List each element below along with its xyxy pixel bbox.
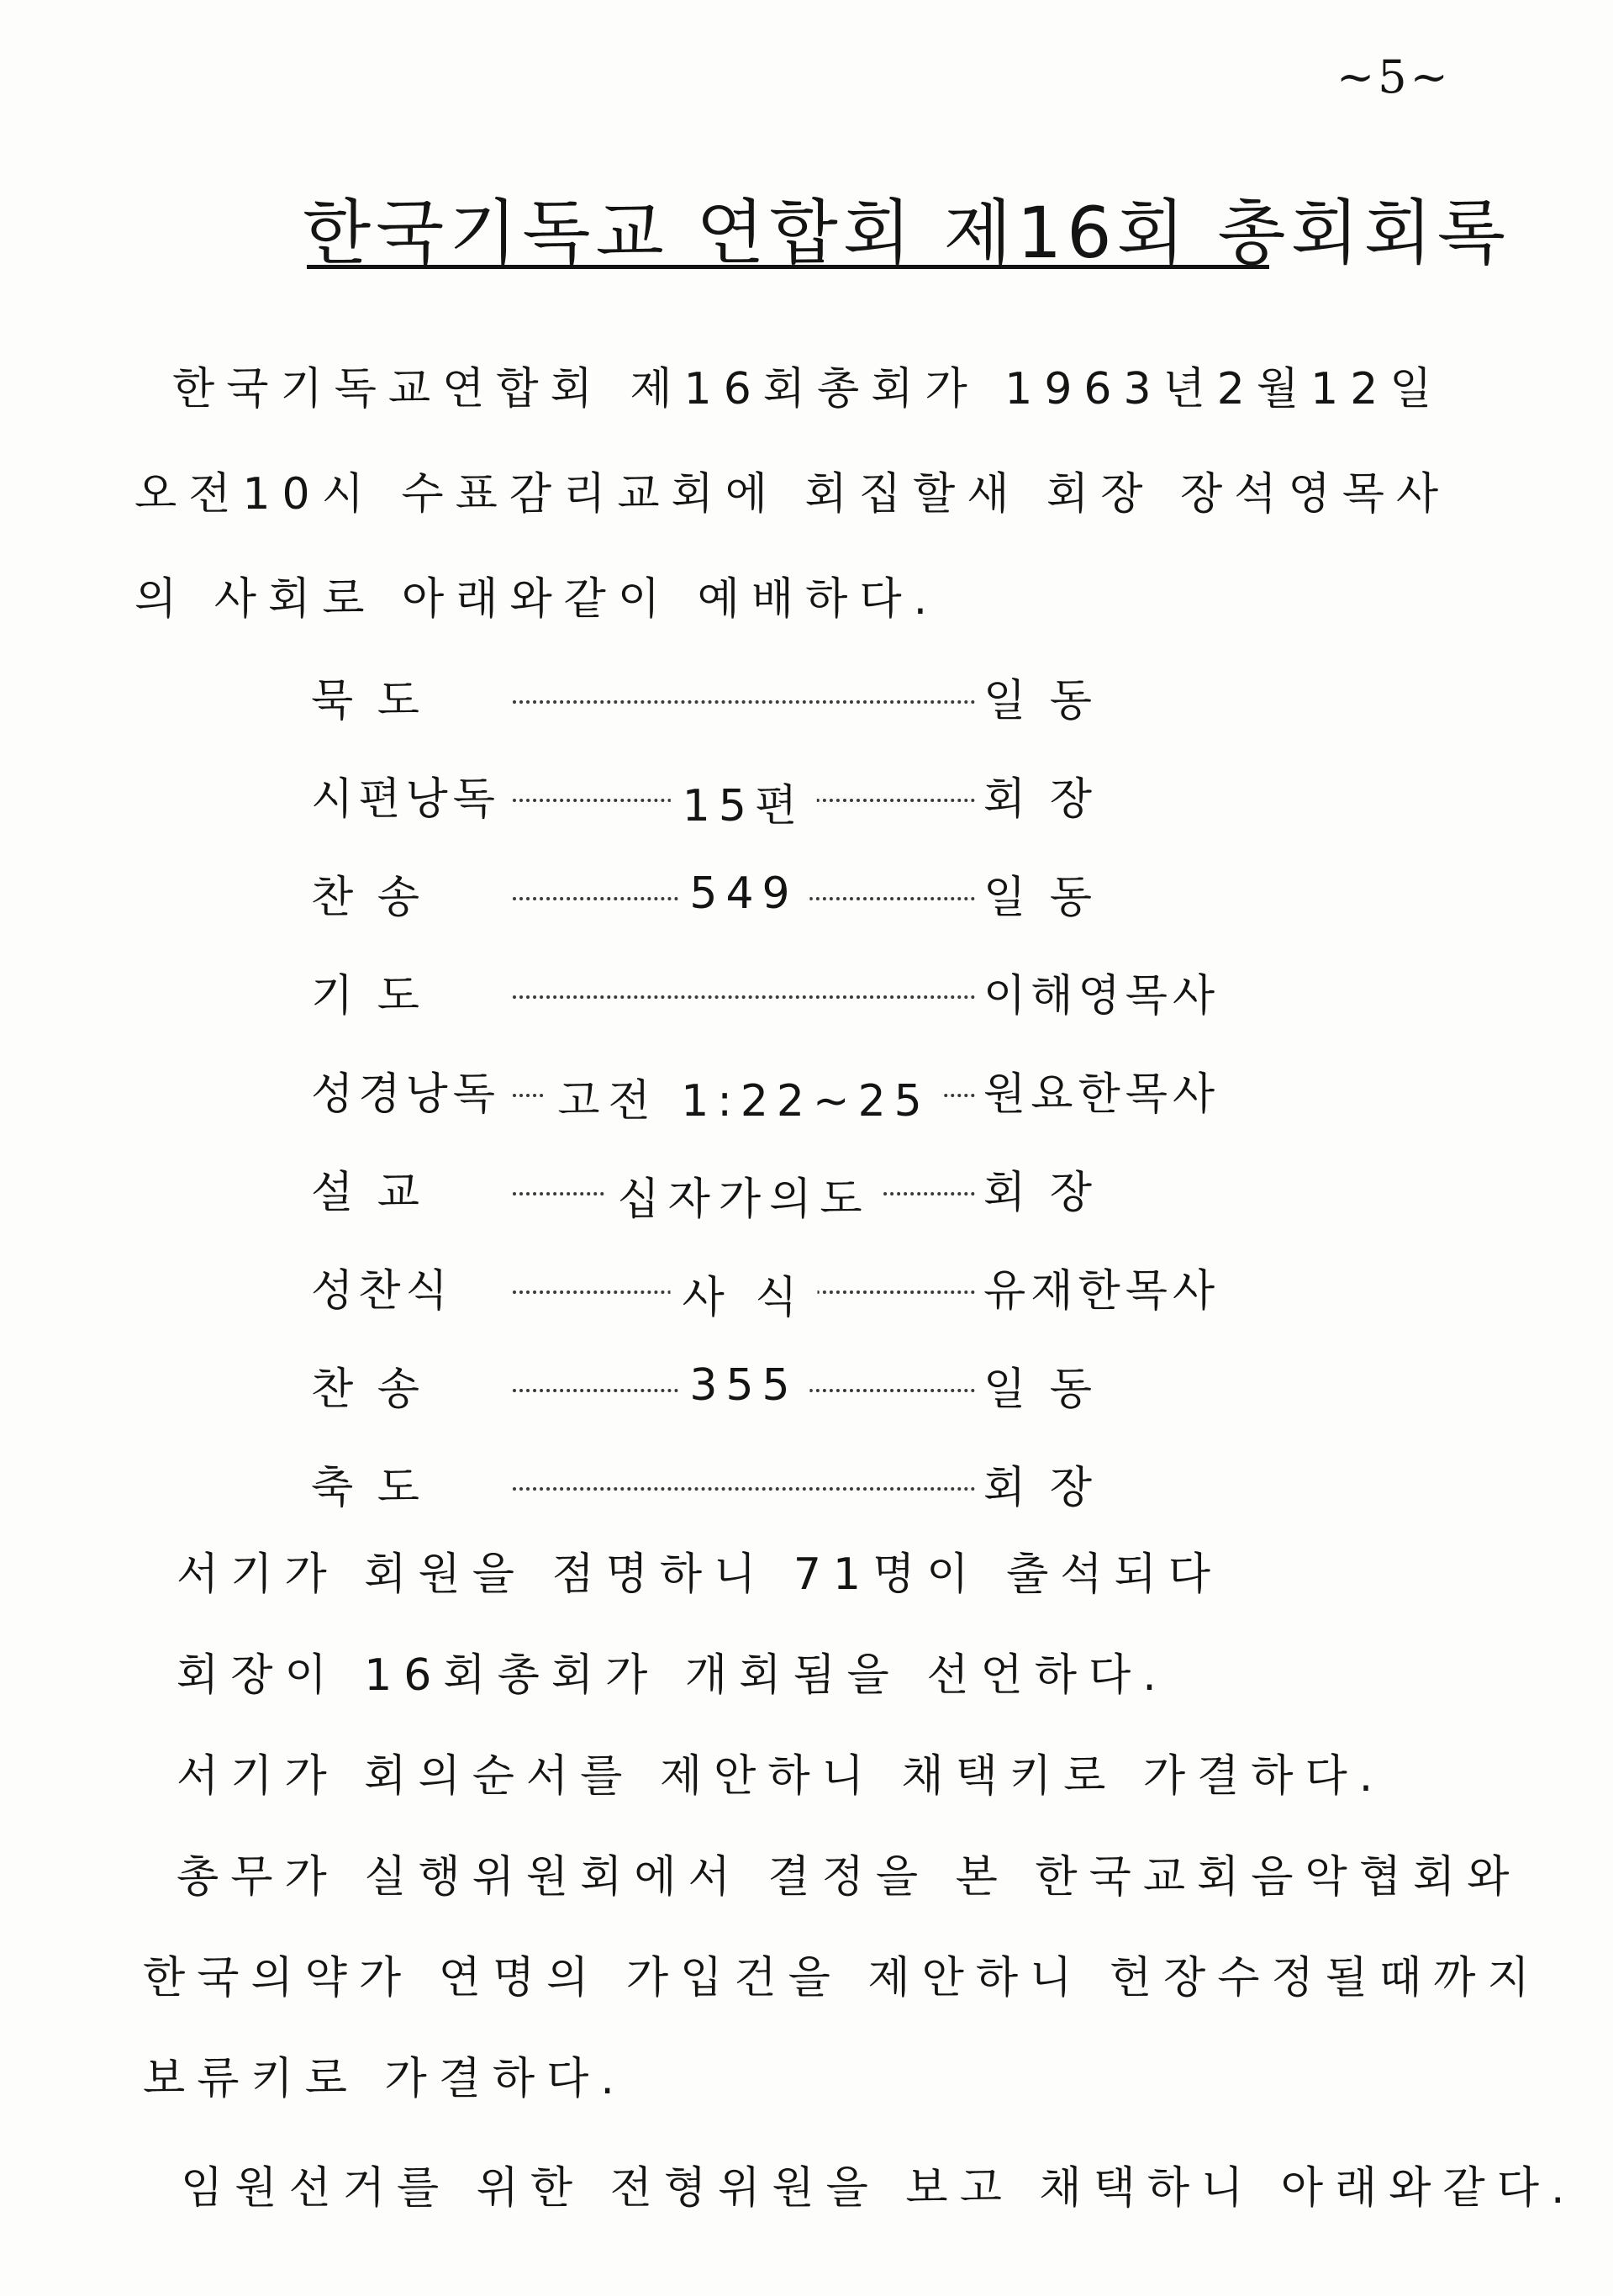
order-item: 성찬식: [311, 1266, 453, 1317]
order-row: [311, 647, 1227, 746]
order-person: 일 동: [983, 1364, 1097, 1415]
order-row: [311, 1139, 1227, 1238]
order-leader: [513, 1262, 975, 1323]
order-person: 유재한목사: [983, 1266, 1220, 1317]
order-person: 일 동: [983, 676, 1097, 726]
order-item: 기 도: [311, 971, 424, 1021]
order-item: 설 교: [311, 1168, 424, 1218]
order-leader: [513, 1360, 975, 1411]
order-row: [311, 1336, 1227, 1434]
order-row: [311, 1238, 1227, 1336]
order-of-worship: [311, 647, 1227, 1533]
order-detail: 355: [677, 1360, 809, 1411]
body-paragraph: 서기가 회원을 점명하니 71명이 출석되다: [177, 1549, 1222, 1600]
order-row: [311, 844, 1227, 942]
title-underline: [307, 265, 1269, 269]
order-person: 일 동: [983, 873, 1097, 923]
order-leader: [513, 1164, 975, 1225]
order-person: 원요한목사: [983, 1069, 1220, 1120]
body-paragraph-line: 보류키로 가결하다.: [143, 2054, 626, 2104]
order-item: 찬 송: [311, 1364, 424, 1415]
order-item: 찬 송: [311, 873, 424, 923]
order-leader: [513, 770, 975, 831]
order-item: 축 도: [311, 1463, 424, 1513]
order-row: [311, 746, 1227, 844]
intro-line-2: 오전10시 수표감리교회에 회집할새 회장 장석영목사: [134, 469, 1451, 520]
order-row: [311, 1434, 1227, 1533]
order-leader: [513, 967, 975, 1017]
order-person: 회 장: [983, 774, 1097, 825]
order-row: [311, 942, 1227, 1041]
intro-line-3: 의 사회로 아래와같이 예배하다.: [134, 574, 940, 625]
order-detail: 십자가의도: [605, 1164, 882, 1227]
body-paragraph: 회장이 16회총회가 개회됨을 선언하다.: [177, 1650, 1168, 1701]
body-paragraph: 임원선거를 위한 전형위원을 보고 채택하니 아래와같다.: [181, 2163, 1577, 2214]
order-row: [311, 1041, 1227, 1139]
body-paragraph-line: 총무가 실행위원회에서 결정을 본 한국교회음악협회와: [177, 1852, 1521, 1903]
order-item: 묵 도: [311, 676, 424, 726]
order-person: 회 장: [983, 1463, 1097, 1513]
order-detail: 15편: [671, 770, 817, 833]
order-item: 시편낭독: [311, 774, 500, 825]
body-paragraph: 서기가 회의순서를 제안하니 채택키로 가결하다.: [177, 1751, 1385, 1802]
intro-line-1: 한국기독교연합회 제16회총회가 1963년2월12일: [172, 364, 1444, 414]
order-leader: [513, 672, 975, 722]
body-paragraph-line: 한국의약가 연명의 가입건을 제안하니 헌장수정될때까지: [143, 1953, 1542, 2003]
document-title: 한국기독교 연합회 제16회 총회회록: [303, 192, 1511, 274]
order-leader: [513, 1459, 975, 1509]
order-detail: 549: [677, 868, 809, 919]
order-leader: [513, 868, 975, 919]
order-leader: [513, 1065, 975, 1127]
order-detail: 고전 1:22~25: [546, 1065, 942, 1128]
order-item: 성경낭독: [311, 1069, 500, 1120]
page-number: ~5~: [1336, 50, 1452, 103]
order-person: 회 장: [983, 1168, 1097, 1218]
order-person: 이해영목사: [983, 971, 1220, 1021]
order-detail: 사 식: [671, 1262, 818, 1325]
